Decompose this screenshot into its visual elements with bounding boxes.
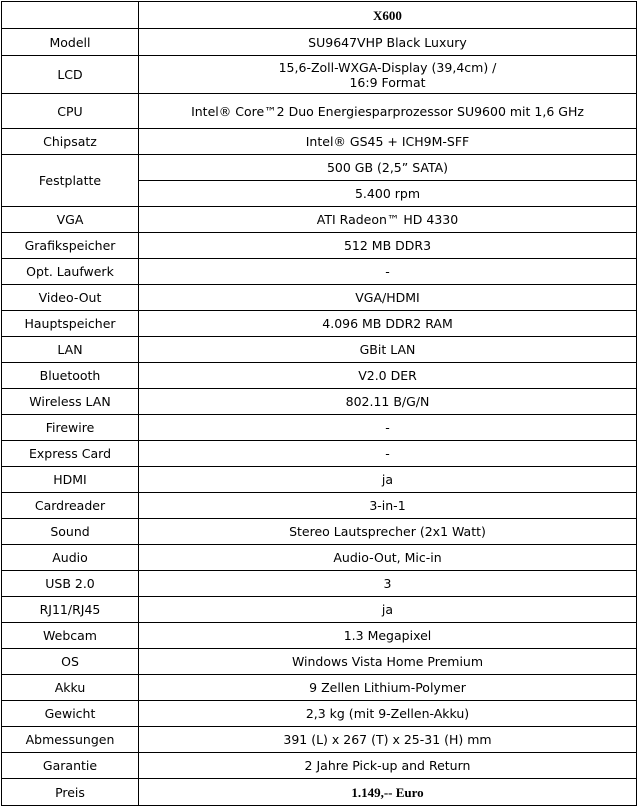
row-label: Bluetooth [2, 363, 139, 389]
row-label: Gewicht [2, 701, 139, 727]
value-line: 15,6-Zoll-WXGA-Display (39,4cm) / [278, 59, 497, 75]
row-value: 500 GB (2,5” SATA) [139, 155, 637, 181]
row-value: - [139, 415, 637, 441]
row-label: Express Card [2, 441, 139, 467]
row-label: Preis [2, 779, 139, 806]
table-row [2, 155, 637, 181]
table-row [2, 337, 637, 363]
row-value: GBit LAN [139, 337, 637, 363]
row-value: 2,3 kg (mit 9-Zellen-Akku) [139, 701, 637, 727]
row-label: Akku [2, 675, 139, 701]
row-value: SU9647VHP Black Luxury [139, 29, 637, 56]
row-value: V2.0 DER [139, 363, 637, 389]
row-value: 3 [139, 571, 637, 597]
row-label: HDMI [2, 467, 139, 493]
row-value: - [139, 441, 637, 467]
table-row [2, 467, 637, 493]
table-row [2, 753, 637, 779]
row-value: 3-in-1 [139, 493, 637, 519]
row-label: VGA [2, 207, 139, 233]
table-row [2, 623, 637, 649]
row-label: Webcam [2, 623, 139, 649]
row-label: LAN [2, 337, 139, 363]
table-row [2, 389, 637, 415]
header-label-cell [2, 2, 139, 29]
header-model-name: X600 [139, 2, 637, 29]
table-row [2, 675, 637, 701]
row-label: Hauptspeicher [2, 311, 139, 337]
row-label: Modell [2, 29, 139, 56]
table-row [2, 571, 637, 597]
spec-table [1, 1, 637, 806]
row-value: ja [139, 597, 637, 623]
table-row [2, 727, 637, 753]
table-row [2, 545, 637, 571]
table-row [2, 363, 637, 389]
table-row [2, 701, 637, 727]
row-label: Wireless LAN [2, 389, 139, 415]
table-row-price [2, 779, 637, 806]
table-row [2, 311, 637, 337]
row-label: Festplatte [2, 155, 139, 207]
table-row [2, 597, 637, 623]
row-label: USB 2.0 [2, 571, 139, 597]
row-value: 2 Jahre Pick-up and Return [139, 753, 637, 779]
row-value: Intel® Core™2 Duo Energiesparprozessor SU9600 mit 1,6 GHz [139, 94, 637, 129]
row-value: 512 MB DDR3 [139, 233, 637, 259]
table-row [2, 233, 637, 259]
table-row [2, 649, 637, 675]
row-label: Chipsatz [2, 129, 139, 155]
table-row [2, 285, 637, 311]
row-value [139, 56, 637, 94]
row-value: Audio-Out, Mic-in [139, 545, 637, 571]
table-row [2, 29, 637, 56]
row-label: Audio [2, 545, 139, 571]
table-row [2, 519, 637, 545]
table-row [2, 259, 637, 285]
row-value: Windows Vista Home Premium [139, 649, 637, 675]
row-label: LCD [2, 56, 139, 94]
row-label: RJ11/RJ45 [2, 597, 139, 623]
row-value: Intel® GS45 + ICH9M-SFF [139, 129, 637, 155]
row-label: Firewire [2, 415, 139, 441]
row-label: Video-Out [2, 285, 139, 311]
table-row [2, 94, 637, 129]
table-row [2, 207, 637, 233]
row-value: 391 (L) x 267 (T) x 25-31 (H) mm [139, 727, 637, 753]
row-value: ja [139, 467, 637, 493]
row-label: CPU [2, 94, 139, 129]
row-label: Opt. Laufwerk [2, 259, 139, 285]
row-value: VGA/HDMI [139, 285, 637, 311]
row-label: Garantie [2, 753, 139, 779]
table-header-row [2, 2, 637, 29]
table-row [2, 129, 637, 155]
price-value: 1.149,-- Euro [139, 779, 637, 806]
row-label: Grafikspeicher [2, 233, 139, 259]
row-value: 1.3 Megapixel [139, 623, 637, 649]
value-line: 16:9 Format [349, 74, 426, 90]
table-row [2, 441, 637, 467]
row-label: Abmessungen [2, 727, 139, 753]
table-row [2, 56, 637, 94]
row-label: Sound [2, 519, 139, 545]
table-row [2, 493, 637, 519]
row-label: Cardreader [2, 493, 139, 519]
row-value: ATI Radeon™ HD 4330 [139, 207, 637, 233]
row-value: 802.11 B/G/N [139, 389, 637, 415]
row-value: 5.400 rpm [139, 181, 637, 207]
row-value: Stereo Lautsprecher (2x1 Watt) [139, 519, 637, 545]
row-value: - [139, 259, 637, 285]
table-row [2, 415, 637, 441]
row-value: 9 Zellen Lithium-Polymer [139, 675, 637, 701]
row-label: OS [2, 649, 139, 675]
row-value: 4.096 MB DDR2 RAM [139, 311, 637, 337]
